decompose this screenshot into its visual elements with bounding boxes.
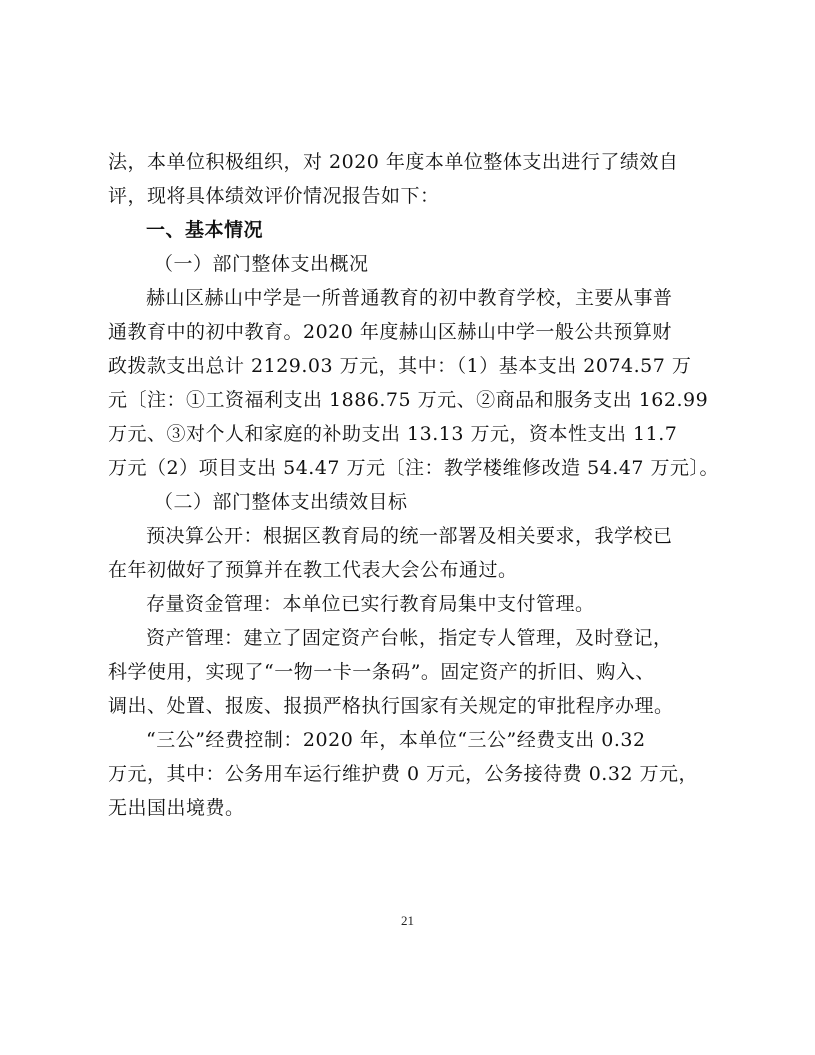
text-line: 评，现将具体绩效评价情况报告如下： [108, 185, 440, 207]
paragraph-line: 元〔注：①工资福利支出 1886.75 万元、②商品和服务支出 162.99 [108, 389, 709, 411]
paragraph-line: 无出国出境费。 [108, 797, 245, 819]
paragraph-line: “三公”经费控制：2020 年，本单位“三公”经费支出 0.32 [146, 729, 646, 751]
paragraph-line: 万元（2）项目支出 54.47 万元〔注：教学楼维修改造 54.47 万元〕。 [108, 457, 720, 479]
subsection-heading: （一）部门整体支出概况 [154, 253, 369, 275]
paragraph-line: 资产管理：建立了固定资产台帐，指定专人管理，及时登记， [146, 627, 673, 649]
text-line: 法，本单位积极组织，对 2020 年度本单位整体支出进行了绩效自 [108, 151, 679, 173]
paragraph-line: 政拨款支出总计 2129.03 万元，其中：（1）基本支出 2074.57 万 [108, 355, 692, 377]
paragraph-line: 万元、③对个人和家庭的补助支出 13.13 万元，资本性支出 11.7 [108, 423, 678, 445]
document-body [108, 145, 720, 825]
paragraph-line: 预决算公开：根据区教育局的统一部署及相关要求，我学校已 [146, 525, 673, 547]
paragraph-line: 通教育中的初中教育。2020 年度赫山区赫山中学一般公共预算财 [108, 321, 672, 343]
paragraph-line: 科学使用，实现了“一物一卡一条码”。固定资产的折旧、购入、 [108, 661, 655, 683]
paragraph-line: 调出、处置、报废、报损严格执行国家有关规定的审批程序办理。 [108, 695, 674, 717]
paragraph-line: 在年初做好了预算并在教工代表大会公布通过。 [108, 559, 518, 581]
paragraph-line: 万元，其中：公务用车运行维护费 0 万元，公务接待费 0.32 万元， [108, 763, 699, 785]
subsection-heading: （二）部门整体支出绩效目标 [154, 491, 408, 513]
paragraph-line: 赫山区赫山中学是一所普通教育的初中教育学校，主要从事普 [146, 287, 673, 309]
page-number: 21 [401, 913, 414, 928]
paragraph-line: 存量资金管理：本单位已实行教育局集中支付管理。 [146, 593, 595, 615]
section-heading: 一、基本情况 [146, 219, 264, 241]
